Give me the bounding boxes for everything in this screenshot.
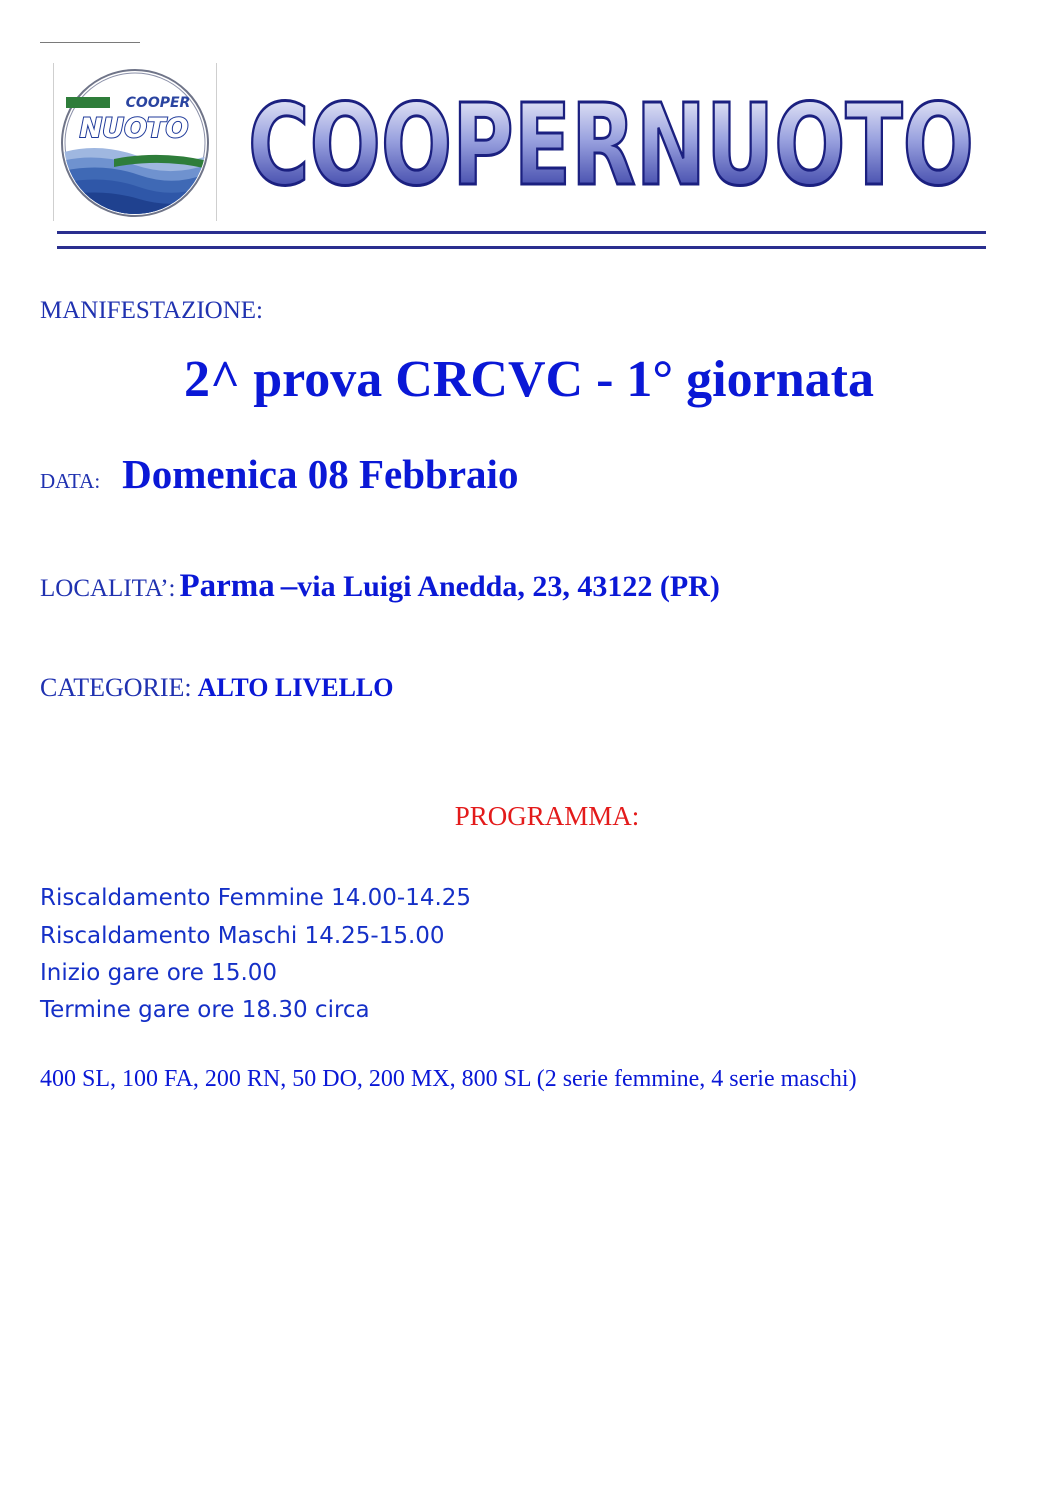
event-title: 2^ prova CRCVC - 1° giornata [184, 351, 874, 408]
programma-title: PROGRAMMA: [454, 801, 640, 831]
schedule-item: Inizio gare ore 15.00 [40, 960, 278, 986]
manifestazione-label: MANIFESTAZIONE: [40, 297, 263, 324]
localita-row [40, 568, 720, 605]
schedule-item: Riscaldamento Maschi 14.25-15.00 [40, 923, 445, 949]
data-row [40, 450, 518, 498]
logo-text-bottom: NUOTO [79, 113, 189, 144]
data-value: Domenica 08 Febbraio [122, 451, 519, 497]
categorie-label: CATEGORIE: [40, 673, 192, 702]
localita-dash: – [280, 568, 298, 604]
race-list: 400 SL, 100 FA, 200 RN, 50 DO, 200 MX, 800 SL (2 serie femmine, 4 serie maschi) [40, 1066, 857, 1092]
coopernuoto-wordmark [244, 84, 978, 200]
wordmark-text: COOPERNUOTO [248, 84, 974, 200]
categorie-row [40, 673, 393, 703]
categorie-value: ALTO LIVELLO [197, 673, 394, 702]
header-rule-1 [57, 231, 986, 234]
localita-label: LOCALITA’: [40, 575, 176, 602]
top-rule [40, 42, 140, 43]
data-label: DATA: [40, 469, 101, 493]
schedule-item: Termine gare ore 18.30 circa [40, 997, 370, 1023]
localita-address: via Luigi Anedda, 23, 43122 (PR) [297, 570, 720, 603]
coopernuoto-logo [53, 63, 217, 221]
logo-text-top: COOPER [125, 95, 191, 111]
localita-city: Parma [179, 568, 275, 604]
header-rule-2 [57, 246, 986, 249]
schedule-item: Riscaldamento Femmine 14.00-14.25 [40, 885, 472, 911]
